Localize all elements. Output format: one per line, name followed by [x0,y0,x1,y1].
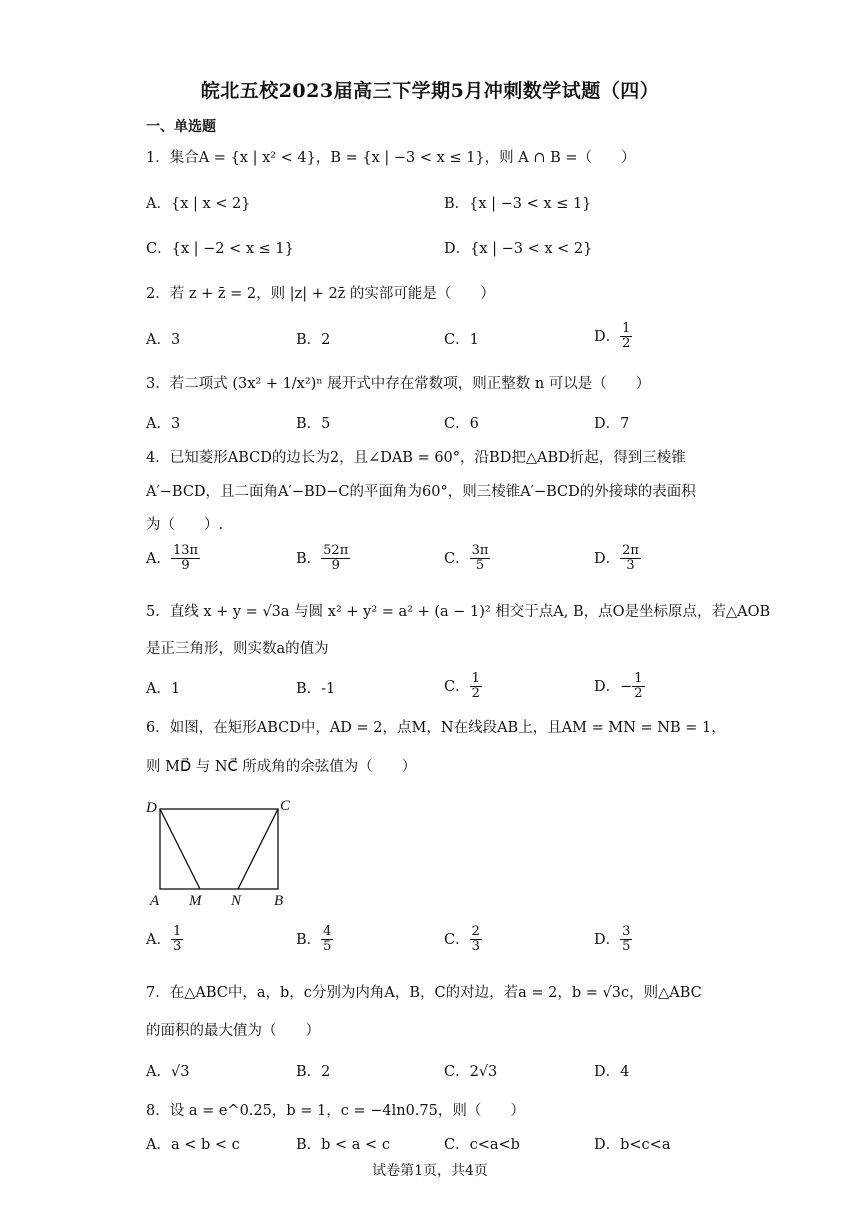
question-5-option-c: C． $\frac{1}{2}$ [444,671,480,702]
question-1-option-c: C．{x | −2 < x ≤ 1} [146,241,294,257]
question-5-stem-line-2: 是正三角形，则实数a的值为 [146,641,329,657]
question-7-option-a: A．√3 [146,1064,190,1080]
question-6-stem-line-2: 则 MD⃗ 与 NC⃗ 所成角的余弦值为（ ） [146,759,417,775]
question-6-option-d: D． $\frac{3}{5}$ [594,924,631,955]
fraction: $\frac{1}{2}$ [471,671,480,702]
fraction: $\frac{2}{3}$ [471,924,480,955]
question-8-option-d: D．b<c<a [594,1137,671,1153]
question-6-option-c: C． $\frac{2}{3}$ [444,924,480,955]
question-2-option-b: B．2 [296,332,331,348]
question-5-option-d: D．− $\frac{1}{2}$ [594,671,643,702]
question-6-stem-line-1: 6．如图，在矩形ABCD中，AD = 2，点M，N在线段AB上，且AM = MN = NB = 1， [146,720,726,736]
question-3-option-d: D．7 [594,416,630,432]
question-4-stem-line-3: 为（ ）. [146,517,224,533]
label-c: C [280,798,291,814]
question-7-option-c: C．2√3 [444,1064,498,1080]
label-d: D [146,800,157,816]
question-1-option-b: B．{x | −3 < x ≤ 1} [444,196,592,212]
question-2-option-d [594,322,632,352]
question-7-stem-line-1: 7．在△ABC中，a，b，c分别为内角A，B，C的对边，若a = 2，b = √3c，则△ABC [146,985,702,1001]
question-4-option-d: D． $\frac{2\pi}{3}$ [594,543,639,574]
fraction: $\frac{4}{5}$ [323,924,332,955]
question-8-stem: 8．设 a = e^0.25，b = 1，c = −4ln0.75，则（ ） [146,1103,525,1119]
label-b: B [274,893,284,909]
fraction: $\frac{3}{5}$ [622,924,631,955]
fraction: $\frac{13\pi}{9}$ [172,543,199,574]
question-2-stem: 2．若 z + z̄ = 2，则 |z| + 2z̄ 的实部可能是（ ） [146,286,495,302]
question-4-stem-line-1: 4．已知菱形ABCD的边长为2，且∠DAB = 60°，沿BD把△ABD折起，得到三棱锥 [146,450,686,466]
question-8-option-a: A．a < b < c [146,1137,240,1153]
option-letter: D． [594,328,621,345]
question-4-option-c: C． $\frac{3\pi}{5}$ [444,543,489,574]
question-2-option-a: A．3 [146,332,181,348]
fraction: $\frac{1}{3}$ [172,924,182,955]
fraction: $\frac{3\pi}{5}$ [471,543,489,574]
question-6-option-b: B． $\frac{4}{5}$ [296,924,332,955]
rectangle-figure [140,792,310,912]
fraction: $\frac{1}{2}$ [622,321,631,352]
question-8-option-b: B．b < a < c [296,1137,390,1153]
question-5-stem-line-1: 5．直线 x + y = √3a 与圆 x² + y² = a² + (a − 1)² 相交于点A, B，点O是坐标原点，若△AOB [146,604,771,620]
question-8-option-c: C．c<a<b [444,1137,520,1153]
page-title: 皖北五校2023届高三下学期5月冲刺数学试题（四） [200,80,660,102]
question-6-option-a: A． $\frac{1}{3}$ [146,924,182,955]
question-1-stem: 1．集合A = {x | x² < 4}，B = {x | −3 < x ≤ 1}，则 A ∩ B =（ ） [146,150,636,166]
question-7-stem-line-2: 的面积的最大值为（ ） [146,1023,320,1039]
segment-nc [238,809,278,889]
question-3-option-c: C．6 [444,416,479,432]
question-4-option-b: B． $\frac{52\pi}{9}$ [296,543,349,574]
question-2-option-c: C．1 [444,332,479,348]
question-3-stem: 3．若二项式 (3x² + 1/x²)ⁿ 展开式中存在常数项，则正整数 n 可以是（ ） [146,376,651,392]
section-heading: 一、单选题 [146,119,216,135]
rectangle-abcd [160,809,278,889]
question-1-option-d: D．{x | −3 < x < 2} [444,241,593,257]
segment-md [160,809,200,889]
question-7-option-d: D．4 [594,1064,630,1080]
label-a: A [150,893,160,909]
question-7-option-b: B．2 [296,1064,331,1080]
question-3-option-a: A．3 [146,416,181,432]
question-1-option-a: A．{x | x < 2} [146,196,251,212]
question-3-option-b: B．5 [296,416,331,432]
question-4-stem-line-2: A′−BCD，且二面角A′−BD−C的平面角为60°，则三棱锥A′−BCD的外接球的表面积 [146,484,696,500]
label-n: N [231,893,242,909]
label-m: M [189,893,202,909]
fraction: $\frac{52\pi}{9}$ [323,543,349,574]
question-5-option-a: A．1 [146,681,181,697]
question-5-option-b: B．-1 [296,681,336,697]
fraction: $\frac{1}{2}$ [634,671,643,702]
fraction: $\frac{2\pi}{3}$ [622,543,639,574]
question-4-option-a: A． $\frac{13\pi}{9}$ [146,543,199,574]
page-footer: 试卷第1页，共4页 [372,1163,488,1179]
